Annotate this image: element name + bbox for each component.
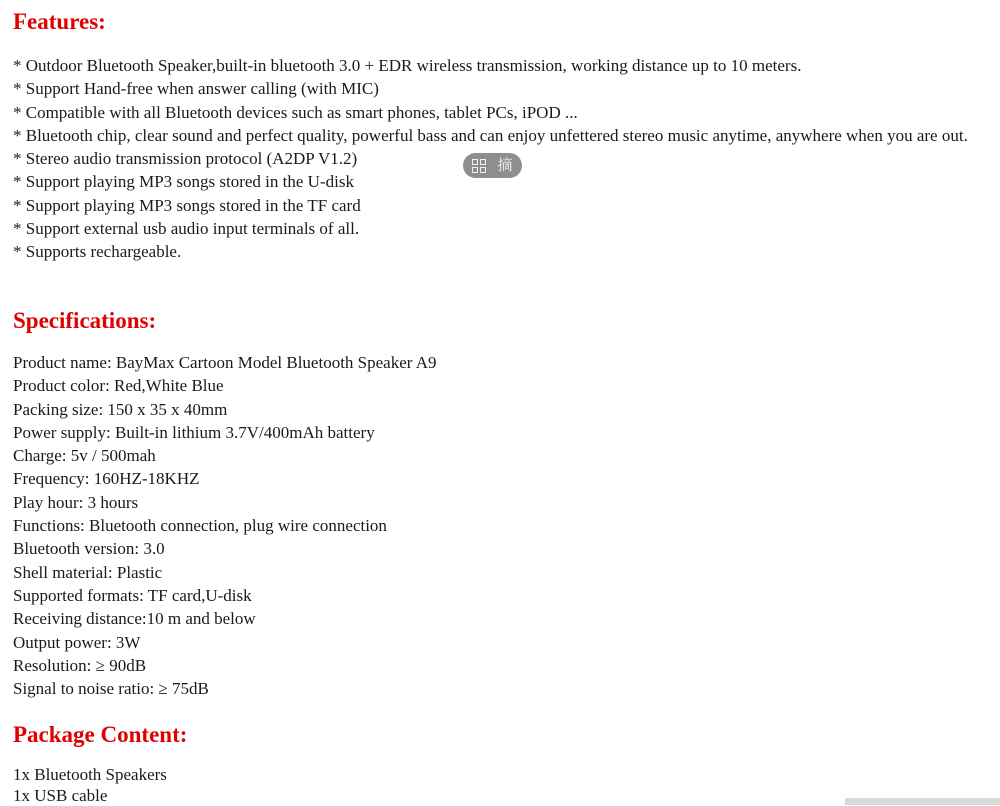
spec-item: Supported formats: TF card,U-disk (13, 584, 993, 607)
specifications-heading: Specifications: (13, 307, 156, 335)
excerpt-overlay-button[interactable] (463, 153, 522, 178)
features-heading: Features: (13, 8, 106, 36)
spec-item: Shell material: Plastic (13, 561, 993, 584)
feature-item: * Support playing MP3 songs stored in the U-disk (13, 170, 993, 193)
feature-item: * Supports rechargeable. (13, 240, 993, 263)
spec-item: Play hour: 3 hours (13, 491, 993, 514)
feature-item: * Compatible with all Bluetooth devices such as smart phones, tablet PCs, iPOD ... (13, 101, 993, 124)
spec-item: Bluetooth version: 3.0 (13, 537, 993, 560)
feature-item: * Support Hand-free when answer calling (with MIC) (13, 77, 993, 100)
package-item: 1x Bluetooth Speakers (13, 765, 993, 786)
spec-item: Packing size: 150 x 35 x 40mm (13, 398, 993, 421)
specifications-list (13, 351, 993, 700)
feature-item: * Stereo audio transmission protocol (A2DP V1.2) (13, 147, 993, 170)
spec-item: Resolution: ≥ 90dB (13, 654, 993, 677)
feature-item: * Support external usb audio input terminals of all. (13, 217, 993, 240)
excerpt-label: 摘 (497, 153, 512, 178)
spec-item: Functions: Bluetooth connection, plug wire connection (13, 514, 993, 537)
feature-item: * Bluetooth chip, clear sound and perfect quality, powerful bass and can enjoy unfettered stereo music anytime, anywhere when you are out. (13, 124, 993, 147)
spec-item: Product name: BayMax Cartoon Model Bluetooth Speaker A9 (13, 351, 993, 374)
feature-item: * Outdoor Bluetooth Speaker,built-in bluetooth 3.0 + EDR wireless transmission, working distance up to 10 meters. (13, 54, 993, 77)
spec-item: Charge: 5v / 500mah (13, 444, 993, 467)
qr-code-icon (472, 159, 486, 173)
spec-item: Product color: Red,White Blue (13, 374, 993, 397)
spec-item: Frequency: 160HZ-18KHZ (13, 467, 993, 490)
spec-item: Signal to noise ratio: ≥ 75dB (13, 677, 993, 700)
package-heading: Package Content: (13, 721, 187, 749)
spec-item: Power supply: Built-in lithium 3.7V/400mAh battery (13, 421, 993, 444)
horizontal-scrollbar[interactable] (845, 798, 1000, 805)
package-item: 1x USB cable (13, 786, 993, 806)
feature-item: * Support playing MP3 songs stored in the TF card (13, 194, 993, 217)
spec-item: Output power: 3W (13, 631, 993, 654)
spec-item: Receiving distance:10 m and below (13, 607, 993, 630)
